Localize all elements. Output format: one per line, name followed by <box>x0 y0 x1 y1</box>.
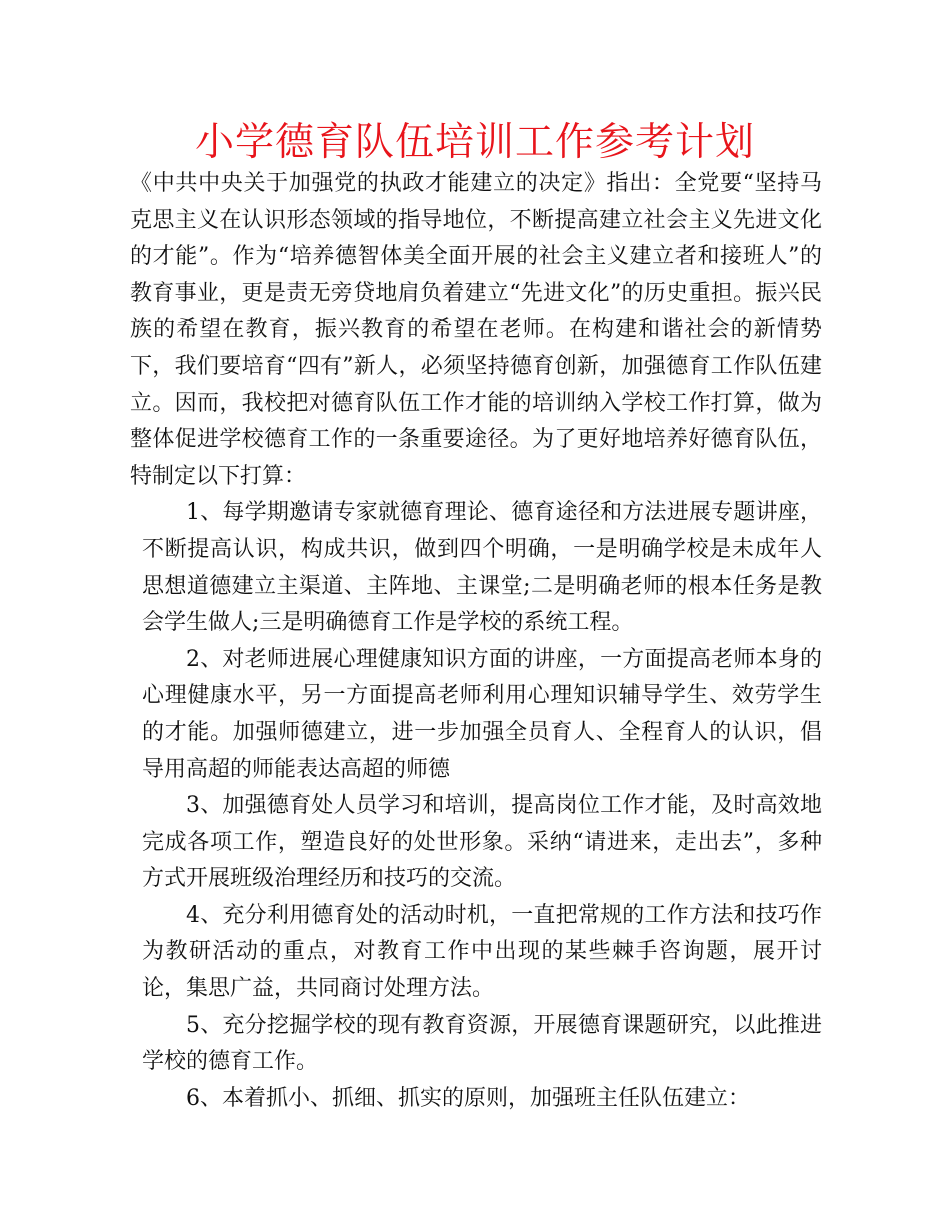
intro-paragraph: 《中共中央关于加强党的执政才能建立的决定》指出：全党要“坚持马克思主义在认识形态领域的指导地位，不断提高建立社会主义先进文化的才能”。作为“培养德智体美全面开展的社会主义建立者和接班人”的教育事业，更是责无旁贷地肩负着建立“先进文化”的历史重担。振兴民族的希望在教育，振兴教育的希望在老师。在构建和谐社会的新情势下，我们要培育“四有”新人，必须坚持德育创新，加强德育工作队伍建立。因而，我校把对德育队伍工作才能的培训纳入学校工作打算，做为整体促进学校德育工作的一条重要途径。为了更好地培养好德育队伍，特制定以下打算： <box>130 171 822 489</box>
list-item-6: 6、本着抓小、抓细、抓实的原则，加强班主任队伍建立： <box>186 1085 750 1111</box>
document-title: 小学德育队伍培训工作参考计划 <box>194 120 755 165</box>
list-item-4: 4、充分利用德育处的活动时机，一直把常规的工作方法和技巧作为教研活动的重点，对教育工作中出现的某些棘手咨询题，展开讨论，集思广益，共同商讨处理方法。 <box>142 902 822 1002</box>
list-item-3: 3、加强德育处人员学习和培训，提高岗位工作才能，及时高效地完成各项工作，塑造良好的处世形象。采纳“请进来，走出去”，多种方式开展班级治理经历和技巧的交流。 <box>142 793 822 892</box>
list-item-5: 5、充分挖掘学校的现有教育资源，开展德育课题研究，以此推进学校的德育工作。 <box>142 1012 822 1075</box>
list-item-1: 1、每学期邀请专家就德育理论、德育途径和方法进展专题讲座，不断提高认识，构成共识，做到四个明确，一是明确学校是未成年人思想道德建立主渠道、主阵地、主课堂;二是明确老师的根本任务是教会学生做人;三是明确德育工作是学校的系统工程。 <box>142 500 822 636</box>
list-item-2: 2、对老师进展心理健康知识方面的讲座，一方面提高老师本身的心理健康水平，另一方面提高老师利用心理知识辅导学生、效劳学生的才能。加强师德建立，进一步加强全员育人、全程育人的认识，倡导用高超的师能表达高超的师德 <box>142 646 822 782</box>
document-body <box>130 166 822 1117</box>
